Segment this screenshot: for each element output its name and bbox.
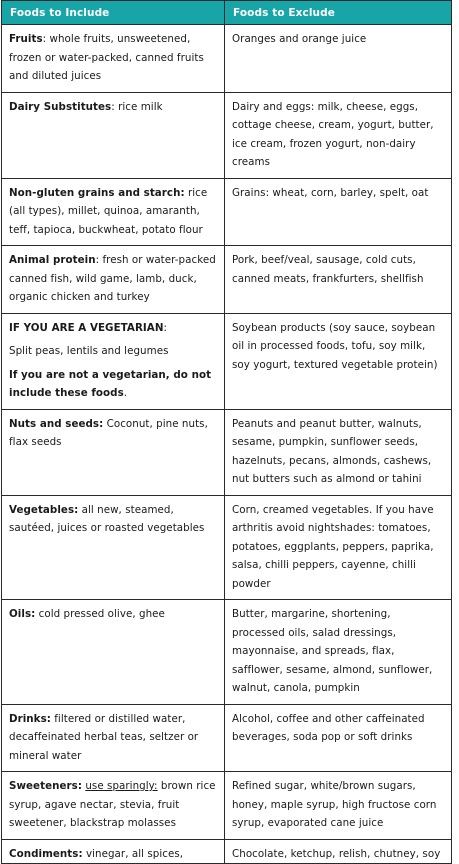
exclude-cell: Corn, creamed vegetables. If you have arthritis avoid nightshades: tomatoes, potatoes, eggplants, peppers, paprika, salsa, chilli peppers, cayenne, chilli powder: [225, 495, 452, 600]
exclude-cell: Grains: wheat, corn, barley, spelt, oat: [225, 178, 452, 246]
category-label: Nuts and seeds:: [9, 417, 104, 430]
include-text: : fresh or water-packed canned fish, wild game, lamb, duck, organic chicken and turkey: [9, 254, 216, 303]
category-label: Drinks:: [9, 712, 51, 725]
vegetarian-note: If you are not a vegetarian, do not include these foods.: [9, 368, 212, 399]
category-label: Dairy Substitutes: [9, 100, 112, 113]
table-row-oils: [2, 600, 452, 705]
include-text: rice (all types), millet, quinoa, amaranth, teff, tapioca, buckwheat, potato flour: [9, 186, 208, 236]
include-cell: [2, 772, 225, 840]
include-cell: [2, 704, 225, 772]
header-foods-to-exclude: Foods to Exclude: [225, 1, 452, 25]
include-cell: [2, 495, 225, 600]
header-foods-to-include: Foods to Include: [2, 1, 225, 25]
table-row-grains: [2, 178, 452, 246]
category-label: Non-gluten grains and starch:: [9, 186, 185, 199]
category-label: Animal protein: [9, 254, 96, 266]
category-label: Oils:: [9, 608, 36, 620]
vegetarian-foods: Split peas, lentils and legumes: [9, 345, 169, 357]
table-row-condiments: [2, 839, 452, 864]
table-header-row: [2, 1, 452, 25]
category-label: Sweeteners:: [9, 780, 82, 792]
exclude-cell: Chocolate, ketchup, relish, chutney, soy: [225, 839, 452, 864]
exclude-cell: Butter, margarine, shortening, processed oils, salad dressings, mayonnaise, and spreads, flax, safflower, sesame, almond, sunflower, walnut, canola, pumpkin: [225, 600, 452, 705]
include-cell: [2, 25, 225, 93]
include-text: vinegar, all spices,: [82, 847, 184, 860]
table-row-drinks: [2, 704, 452, 772]
food-table: [1, 0, 452, 864]
include-cell: [2, 92, 225, 178]
category-label: Fruits: [9, 33, 43, 45]
include-cell: [2, 839, 225, 864]
table-row-nuts-seeds: [2, 409, 452, 495]
include-cell: [2, 600, 225, 705]
table-row-sweeteners: [2, 772, 452, 840]
exclude-cell: Refined sugar, white/brown sugars, honey, maple syrup, high fructose corn syrup, evaporated cane juice: [225, 772, 452, 840]
usage-note: use sparingly:: [85, 780, 158, 792]
vegetarian-heading: IF YOU ARE A VEGETARIAN:: [9, 321, 168, 334]
table-row-animal-protein: [2, 246, 452, 314]
include-cell: [2, 409, 225, 495]
include-text: filtered or distilled water, decaffeinated herbal teas, seltzer or mineral water: [9, 712, 199, 762]
include-cell: [2, 313, 225, 409]
exclude-cell: Pork, beef/veal, sausage, cold cuts, canned meats, frankfurters, shellfish: [225, 246, 452, 314]
category-label: Vegetables:: [9, 503, 79, 516]
include-text: cold pressed olive, ghee: [35, 608, 165, 620]
exclude-cell: Alcohol, coffee and other caffeinated beverages, soda pop or soft drinks: [225, 704, 452, 772]
exclude-cell: Soybean products (soy sauce, soybean oil in processed foods, tofu, soy milk, soy yogurt, textured vegetable protein): [225, 313, 452, 409]
include-cell: [2, 178, 225, 246]
category-label: IF YOU ARE A VEGETARIAN: [9, 321, 164, 334]
table-row-vegetarian: [2, 313, 452, 409]
include-text: all new, steamed, sautéed, juices or roasted vegetables: [9, 503, 205, 534]
table-row-vegetables: [2, 495, 452, 600]
include-cell: [2, 246, 225, 314]
exclude-cell: Dairy and eggs: milk, cheese, eggs, cottage cheese, cream, yogurt, butter, ice cream, frozen yogurt, non-dairy creams: [225, 92, 452, 178]
table-row-fruits: [2, 25, 452, 93]
food-table-container: [1, 0, 451, 864]
exclude-cell: Peanuts and peanut butter, walnuts, sesame, pumpkin, sunflower seeds, hazelnuts, pecans, almonds, cashews, nut butters such as almond or tahini: [225, 409, 452, 495]
include-text: : whole fruits, unsweetened, frozen or water-packed, canned fruits and diluted juices: [9, 33, 204, 82]
include-text: : rice milk: [111, 100, 163, 113]
include-text: Coconut, pine nuts, flax seeds: [9, 417, 208, 448]
exclude-cell: Oranges and orange juice: [225, 25, 452, 93]
include-text: brown rice syrup, agave nectar, stevia, fruit sweetener, blackstrap molasses: [9, 780, 216, 829]
category-label: Condiments:: [9, 847, 83, 860]
table-row-dairy-substitutes: [2, 92, 452, 178]
